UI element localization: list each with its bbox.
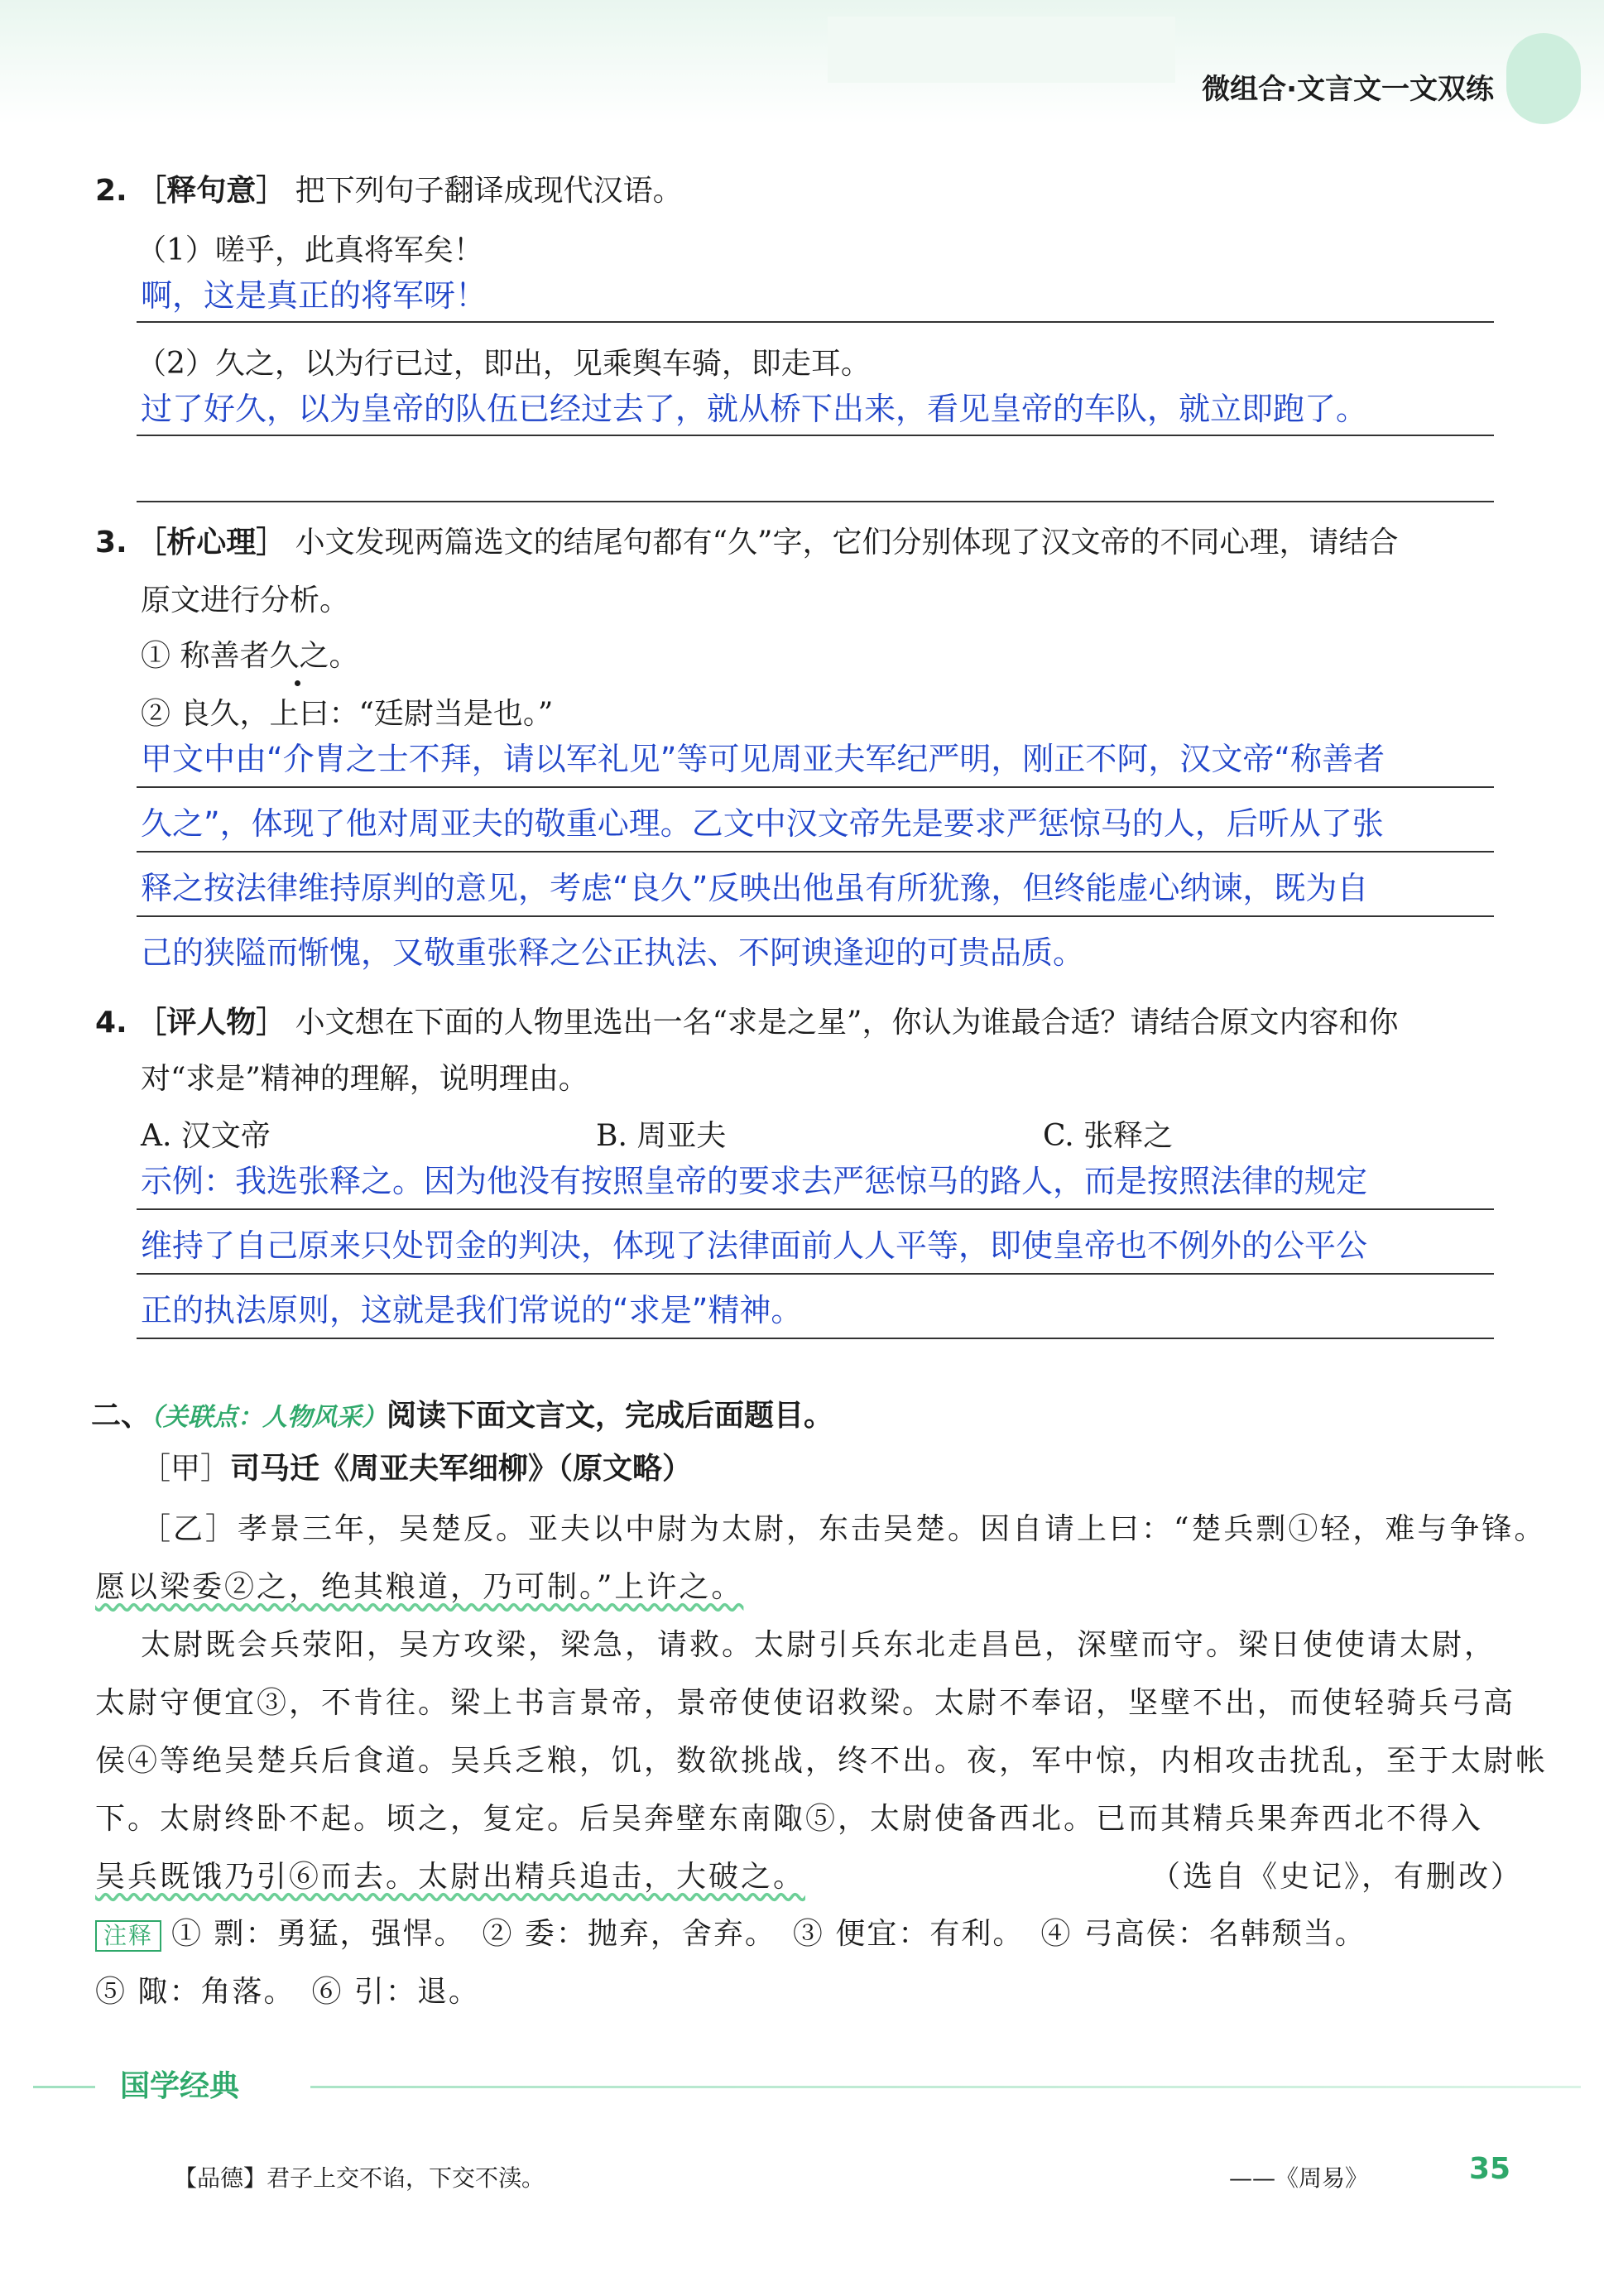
question-number: 4. — [95, 1006, 127, 1040]
question-2-prompt — [95, 170, 683, 213]
answer-line — [137, 915, 1494, 917]
passage-jia — [141, 1448, 692, 1490]
question-text: 把下列句子翻译成现代汉语。 — [295, 174, 683, 208]
q3-answer-line-1: 甲文中由“介胄之士不拜，请以军礼见”等可见周亚夫军纪严明，刚正不阿，汉文帝“称善者 — [141, 741, 1385, 777]
passage-source: （选自《史记》，有删改） — [1150, 1860, 1524, 1894]
question-4-prompt — [95, 1001, 1398, 1045]
question-tag: ［释句意］ — [137, 174, 286, 208]
passage-line: 下。太尉终卧不起。顷之，复定。后吴奔壁东南陬⑤，太尉使备西北。已而其精兵果奔西北不得入 — [95, 1802, 1484, 1836]
passage-line: 侯④等绝吴楚兵后食道。吴兵乏粮，饥，数欲挑战，终不出。夜，军中惊，内相攻击扰乱，至于太尉帐 — [95, 1744, 1549, 1778]
option-b: B. 周亚夫 — [596, 1119, 727, 1153]
answer-line — [137, 321, 1494, 323]
q3-answer-line-2: 久之”，体现了他对周亚夫的敬重心理。乙文中汉文帝先是要求严惩惊马的人，后听从了张 — [141, 805, 1384, 842]
q2-sentence-2: （2）久之，以为行已过，即出，见乘舆车骑，即走耳。 — [137, 347, 871, 381]
option-c: C. 张释之 — [1043, 1119, 1174, 1153]
passage-jia-title: 司马迁《周亚夫军细柳》（原文略） — [230, 1452, 693, 1486]
question-3-prompt — [95, 521, 1398, 564]
page-header-title: 微组合·文言文一文双练 — [1202, 73, 1494, 106]
question-4-prompt-cont: 对“求是”精神的理解，说明理由。 — [141, 1062, 588, 1096]
section-2-title — [91, 1392, 833, 1434]
notes-label: 注释 — [95, 1920, 161, 1952]
footer-quote-source: ——《周易》 — [1229, 2164, 1369, 2192]
q3-sentence-1: ① 称善者久之。 — [141, 639, 359, 673]
emphasis-dot — [295, 680, 300, 686]
answer-line — [137, 851, 1494, 853]
question-number: 2. — [95, 174, 127, 208]
option-a: A. 汉文帝 — [141, 1119, 271, 1153]
question-tag: ［评人物］ — [137, 1006, 286, 1040]
passage-yi-label: ［乙］ — [141, 1512, 238, 1546]
footer-quote: 【品德】君子上交不谄，下交不渎。 — [174, 2164, 545, 2192]
passage-yi-line-1 — [141, 1500, 1546, 1559]
header-corner-shape — [1506, 33, 1581, 124]
q3-answer-line-3: 释之按法律维持原判的意见，考虑“良久”反映出他虽有所犹豫，但终能虚心纳谏，既为自 — [141, 870, 1369, 906]
question-text: 小文想在下面的人物里选出一名“求是之星”，你认为谁最合适？请结合原文内容和你 — [295, 1006, 1399, 1040]
q4-answer-line-2: 维持了自己原来只处罚金的判决，体现了法律面前人人平等，即使皇帝也不例外的公平公 — [141, 1227, 1368, 1264]
question-number: 3. — [95, 526, 127, 560]
question-tag: ［析心理］ — [137, 526, 286, 560]
passage-line: 太尉既会兵荥阳，吴方攻梁，梁急，请救。太尉引兵东北走昌邑，深壁而守。梁日使使请太尉， — [141, 1628, 1497, 1662]
answer-line — [137, 435, 1494, 436]
q2-sentence-1: （1）嗟乎，此真将军矣！ — [137, 233, 483, 267]
page-number: 35 — [1469, 2152, 1511, 2186]
answer-line — [137, 1338, 1494, 1339]
passage-jia-label: ［甲］ — [141, 1452, 231, 1486]
passage-text: 孝景三年，吴楚反。亚夫以中尉为太尉，东击吴楚。因自请上曰：“楚兵剽①轻，难与争锋。 — [238, 1512, 1547, 1546]
q2-answer-2: 过了好久，以为皇帝的队伍已经过去了，就从桥下出来，看见皇帝的车队，就立即跑了。 — [141, 391, 1368, 427]
answer-line — [137, 501, 1494, 502]
passage-line: 吴兵既饿乃引⑥而去。太尉出精兵追击，大破之。 — [95, 1860, 806, 1894]
passage-yi-line-2: 愿以梁委②之，绝其粮道，乃可制。”上许之。 — [95, 1570, 744, 1604]
question-3-prompt-cont: 原文进行分析。 — [141, 584, 350, 617]
q4-answer-line-1: 示例：我选张释之。因为他没有按照皇帝的要求去严惩惊马的路人，而是按照法律的规定 — [141, 1163, 1368, 1199]
answer-line — [137, 1273, 1494, 1275]
notes-line-2: ⑤ 陬：角落。 ⑥ 引：退。 — [95, 1975, 480, 2009]
passage-line: 太尉守便宜③，不肯往。梁上书言景帝，景帝使使诏救梁。太尉不奉诏，坚壁不出，而使轻骑兵弓高 — [95, 1686, 1516, 1720]
footer-section-badge: 国学经典 — [95, 2065, 310, 2108]
notes-line-1 — [95, 1905, 1366, 1963]
section-tag: （关联点：人物风采） — [151, 1403, 387, 1432]
answer-line — [137, 786, 1494, 788]
header-watermark-shape — [828, 17, 1175, 83]
section-number: 二、 — [91, 1399, 151, 1433]
notes-text: ① 剽：勇猛，强悍。 ② 委：抛弃，舍弃。 ③ 便宜：有利。 ④ 弓高侯：名韩颓当。 — [171, 1917, 1366, 1951]
section-instruction: 阅读下面文言文，完成后面题目。 — [387, 1399, 834, 1433]
q3-answer-line-4: 己的狭隘而惭愧，又敬重张释之公正执法、不阿谀逢迎的可贵品质。 — [141, 934, 1085, 971]
q4-answer-line-3: 正的执法原则，这就是我们常说的“求是”精神。 — [141, 1292, 803, 1328]
answer-line — [137, 1208, 1494, 1210]
question-text: 小文发现两篇选文的结尾句都有“久”字，它们分别体现了汉文帝的不同心理，请结合 — [295, 526, 1399, 560]
q2-answer-1: 啊，这是真正的将军呀！ — [141, 277, 487, 314]
q3-sentence-2: ② 良久，上曰：“廷尉当是也。” — [141, 697, 554, 731]
